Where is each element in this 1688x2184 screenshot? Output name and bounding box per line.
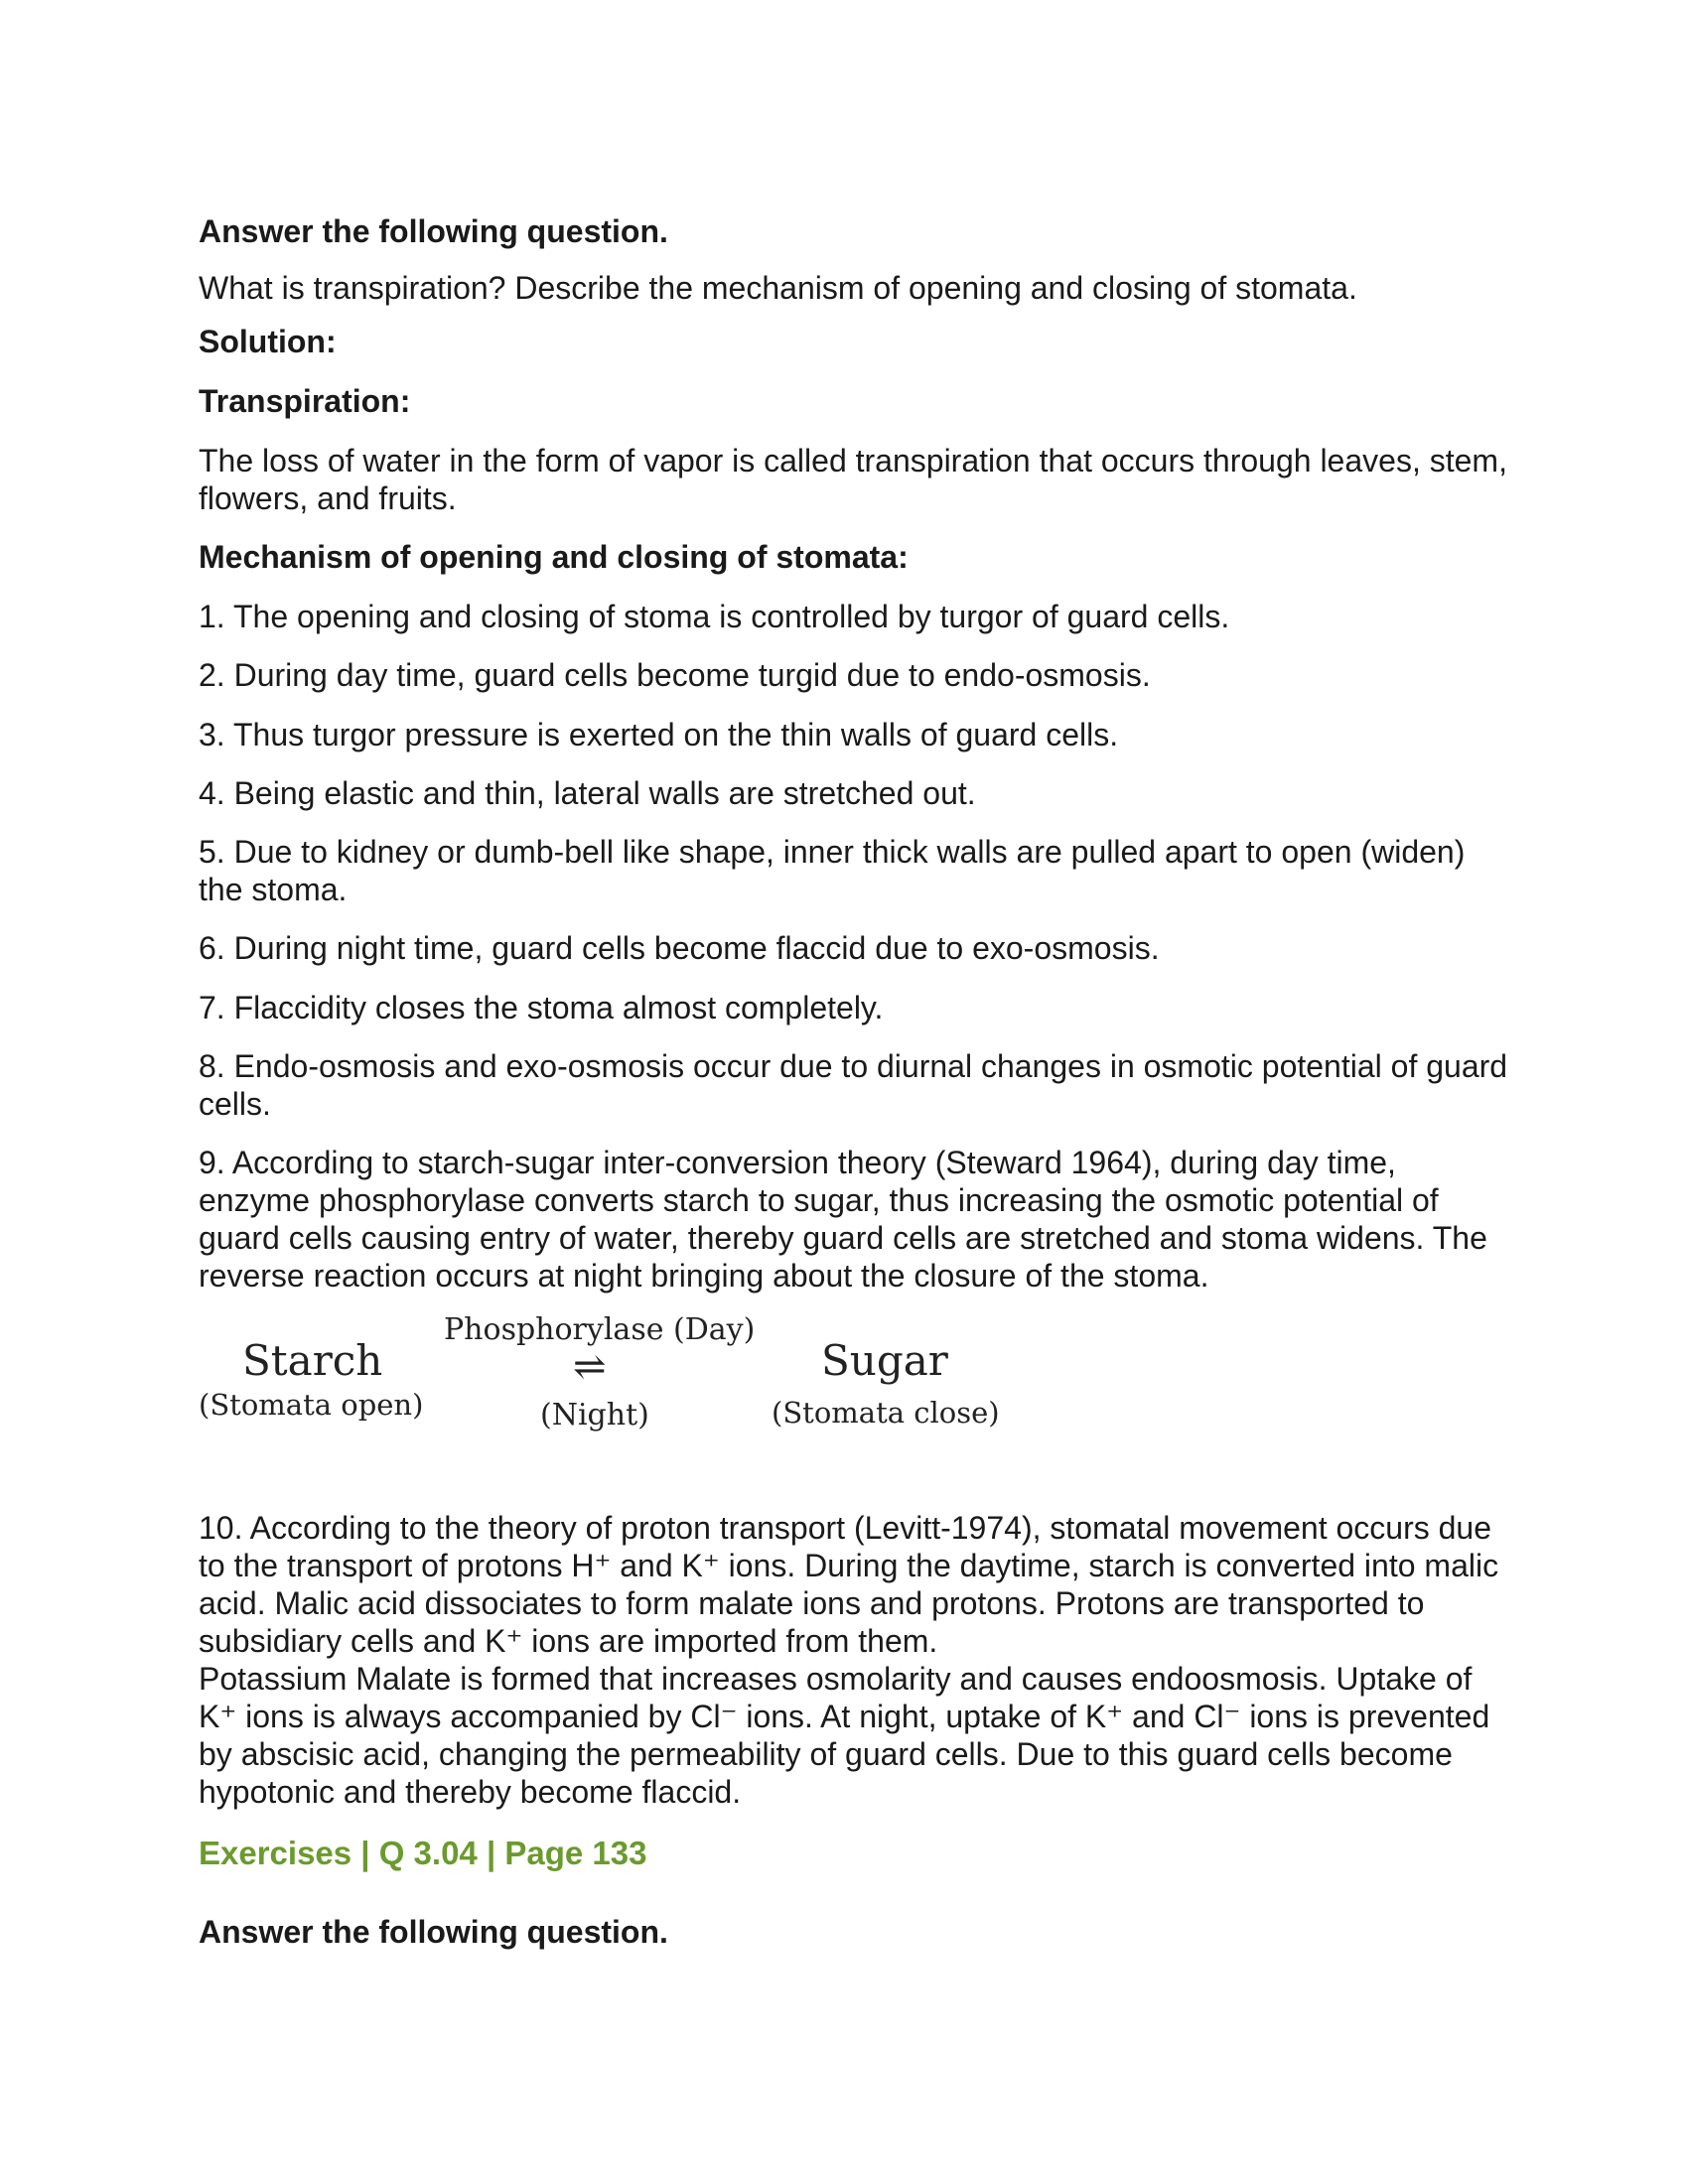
point-item: 8. Endo-osmosis and exo-osmosis occur due to diurnal changes in osmotic potential of guard cells.: [199, 1048, 1508, 1122]
point-item: 3. Thus turgor pressure is exerted on the thin walls of guard cells.: [199, 717, 1119, 752]
mechanism-heading: Mechanism of opening and closing of stomata:: [199, 539, 909, 575]
point-item: 4. Being elastic and thin, lateral walls are stretched out.: [199, 775, 976, 811]
point-item: 5. Due to kidney or dumb-bell like shape, inner thick walls are pulled apart to open (widen) the stoma.: [199, 834, 1466, 907]
equilibrium-arrow-icon: ⇌: [573, 1344, 607, 1390]
exercise-reference-link[interactable]: Exercises | Q 3.04 | Page 133: [199, 1835, 647, 1871]
solution-label: Solution:: [199, 324, 337, 359]
equation-right-sub: (Stomata close): [772, 1396, 1000, 1430]
point-item: 1. The opening and closing of stoma is controlled by turgor of guard cells.: [199, 599, 1230, 634]
point-item: 2. During day time, guard cells become turgid due to endo-osmosis.: [199, 657, 1151, 693]
equation-left: Starch: [242, 1336, 383, 1385]
equation-left-sub: (Stomata open): [199, 1388, 424, 1422]
point-item: 10. According to the theory of proton transport (Levitt-1974), stomatal movement occurs due to the transport of protons H⁺ and K⁺ ions. During the daytime, starch is converted into malic acid. Malic acid dissociates to form malate ions and protons. Protons are transported to subsidiary cells and K⁺ ions are imported from them.: [199, 1510, 1499, 1659]
q2-heading: Answer the following question.: [199, 1914, 668, 1950]
point-item: 6. During night time, guard cells become flaccid due to exo-osmosis.: [199, 930, 1160, 966]
transpiration-heading: Transpiration:: [199, 383, 411, 419]
equation-right: Sugar: [821, 1336, 948, 1385]
q1-question: What is transpiration? Describe the mechanism of opening and closing of stomata.: [199, 270, 1357, 306]
point-item-continued: Potassium Malate is formed that increases osmolarity and causes endoosmosis. Uptake of K⁺ ions is always accompanied by Cl⁻ ions. At night, uptake of K⁺ and Cl⁻ ions is prevented by abscisic acid, changing the permeability of guard cells. Due to this guard cells become hypotonic and thereby become flaccid.: [199, 1661, 1490, 1810]
equation-bottom-label: (Night): [540, 1398, 649, 1433]
transpiration-text: The loss of water in the form of vapor is called transpiration that occurs through leaves, stem, flowers, and fruits.: [199, 443, 1507, 516]
point-item: 7. Flaccidity closes the stoma almost completely.: [199, 990, 884, 1025]
q1-heading: Answer the following question.: [199, 213, 668, 249]
reaction-equation: [199, 1312, 1509, 1451]
point-item: 9. According to starch-sugar inter-conversion theory (Steward 1964), during day time, enzyme phosphorylase converts starch to sugar, thus increasing the osmotic potential of guard cells causing entry of water, thereby guard cells are stretched and stoma widens. The reverse reaction occurs at night bringing about the closure of the stoma.: [199, 1145, 1487, 1294]
equation-top-label: Phosphorylase (Day): [444, 1312, 756, 1347]
